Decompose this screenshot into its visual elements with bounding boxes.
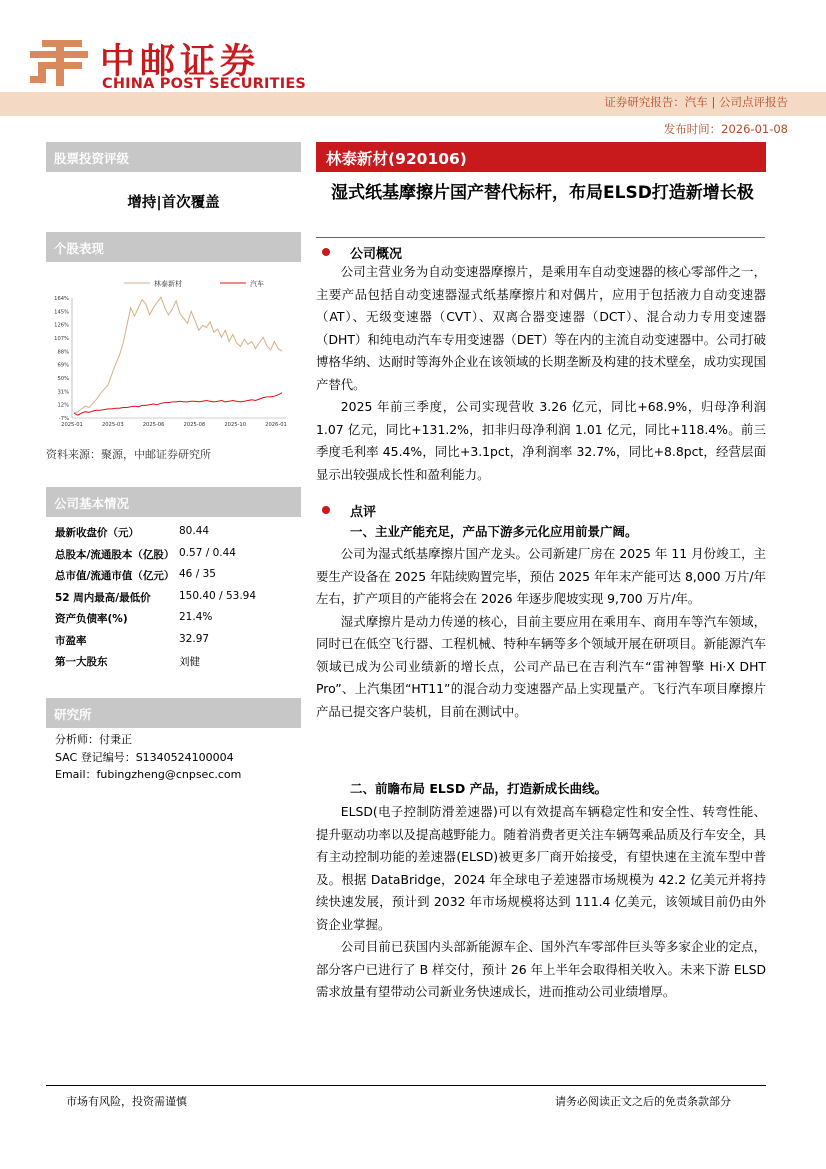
table-row [55, 587, 295, 609]
report-type: 证券研究报告：汽车 | 公司点评报告 [604, 95, 788, 109]
info-key: 第一大股东 [55, 656, 108, 668]
overview-text [316, 261, 766, 486]
info-value: 刘健 [179, 656, 200, 668]
info-value: 80.44 [179, 525, 210, 537]
info-key: 总股本/流通股本（亿股） [55, 548, 175, 561]
basic-info-section-header [46, 487, 301, 517]
info-key: 市盈率 [55, 634, 87, 647]
x-tick-label: 2025-03 [101, 422, 124, 428]
x-tick-label: 2025-01 [61, 422, 83, 428]
bullet-icon [322, 248, 330, 256]
bullet-icon [322, 506, 330, 514]
rating-section-header [46, 142, 301, 172]
rating-value: 增持|首次覆盖 [127, 195, 220, 211]
info-key: 最新收盘价（元） [55, 527, 139, 539]
y-tick-label: 12% [57, 402, 69, 409]
paragraph: ELSD(电子控制防滑差速器)可以有效提高车辆稳定性和安全性、转弯性能、提升驱动功率以及提高越野能力。随着消费者更关注车辆驾乘品质及行车安全，具有主动控制功能的差速器(ELSD)被更多厂商开始接受，有望快速在主流车型中普及。根据 DataBridge，2024 年全球电子差速器市场规模为 42.2 亿美元并将持续快速发展，预计到 2032 年市场规模将达到 111.4 亿美元，该领域目前仍由外资企业掌握。 [316, 804, 766, 932]
footer-risk-note: 市场有风险，投资需谨慎 [66, 1095, 187, 1108]
y-tick-label: 107% [54, 336, 69, 342]
legend-label: 林泰新材 [154, 280, 182, 288]
company-bar [316, 142, 766, 172]
info-value: 32.97 [179, 632, 210, 645]
legend-label: 汽车 [250, 280, 264, 288]
rating-section-title: 股票投资评级 [54, 151, 130, 166]
y-tick-label: 145% [54, 309, 69, 316]
research-section-header [46, 698, 301, 728]
table-row [55, 565, 295, 587]
info-value: 46 / 35 [179, 568, 216, 580]
info-key: 52 周内最高/最低价 [55, 591, 151, 604]
y-tick-label: 88% [57, 349, 69, 356]
x-tick-label: 2025-08 [183, 422, 206, 428]
section-company-overview [350, 243, 402, 262]
x-tick-label: 2026-01 [265, 422, 287, 428]
chart-source: 资料来源：聚源，中邮证券研究所 [46, 448, 211, 461]
title-divider [316, 237, 765, 238]
brand-name-en: CHINA POST SECURITIES [102, 76, 307, 92]
basic-info-table [55, 522, 295, 673]
section-review [350, 501, 376, 520]
x-tick-label: 2025-06 [142, 422, 165, 428]
footer-divider [46, 1085, 766, 1086]
analyst-info [55, 731, 241, 784]
china-post-logo-icon [28, 38, 90, 88]
table-row [55, 630, 295, 652]
y-tick-label: -7% [58, 416, 69, 422]
y-tick-label: 126% [54, 322, 69, 329]
y-tick-label: 69% [57, 362, 69, 369]
table-row [55, 651, 295, 673]
info-value: 21.4% [179, 611, 213, 623]
performance-section-title: 个股表现 [54, 241, 105, 256]
footer-disclaimer: 请务必阅读正文之后的免责条款部分 [555, 1095, 731, 1108]
paragraph: 公司为湿式纸基摩擦片国产龙头。公司新建厂房在 2025 年 11 月份竣工，主要生产设备在 2025 年陆续购置完毕，预估 2025 年年末产能可达 8,000 万片/年左右，扩产项目的产能将会在 2026 年逐步爬坡实现 9,700 万片/年。 [316, 546, 766, 606]
review-text-2 [316, 801, 766, 1004]
report-title: 湿式纸基摩擦片国产替代标杆，布局ELSD打造新增长极 [331, 183, 754, 203]
stock-performance-chart [46, 272, 301, 442]
paragraph: 湿式摩擦片是动力传递的核心，目前主要应用在乘用车、商用车等汽车领域，同时已在低空飞行器、工程机械、特种车辆等多个领域开展在研项目。新能源汽车领域已成为公司业绩新的增长点，公司产品已在吉利汽车“雷神智擎 Hi·X DHT Pro”、上汽集团“HT11”的混合动力变速器产品上实现量产。飞行汽车项目摩擦片产品已提交客户装机，目前在测试中。 [316, 613, 766, 719]
paragraph: 公司主营业务为自动变速器摩擦片，是乘用车自动变速器的核心零部件之一，主要产品包括自动变速器湿式纸基摩擦片和对偶片，应用于包括液力自动变速器（AT）、无级变速器（CVT）、双离合器变速器（DCT）、混合动力专用变速器（DHT）和纯电动汽车专用变速器（DET）等在内的主流自动变速器中。公司打破博格华纳、达耐时等海外企业在该领域的长期垄断及构建的技术壁垒，成功实现国产替代。 [316, 264, 766, 392]
series-line [74, 297, 282, 413]
subsection-2-title: 二、前瞻布局 ELSD 产品，打造新成长曲线。 [350, 781, 608, 796]
info-value: 0.57 / 0.44 [179, 546, 236, 559]
info-key: 资产负债率(%) [55, 613, 128, 625]
y-tick-label: 31% [57, 389, 69, 396]
y-tick-label: 164% [54, 296, 69, 302]
review-text-1 [316, 543, 766, 723]
company-name: 林泰新材(920106) [326, 150, 467, 168]
performance-section-header [46, 232, 301, 262]
publish-time: 发布时间：2026-01-08 [663, 122, 788, 136]
table-row [55, 544, 295, 566]
subsection-1-title: 一、主业产能充足，产品下游多元化应用前景广阔。 [350, 524, 638, 539]
analyst-name: 分析师：付秉正 [55, 733, 132, 746]
research-section-title: 研究所 [54, 707, 92, 722]
section-company-overview-title: 公司概况 [350, 247, 403, 262]
table-row [55, 522, 295, 544]
section-review-title: 点评 [350, 505, 377, 520]
analyst-email[interactable]: Email：fubingzheng@cnpsec.com [55, 768, 242, 781]
analyst-sac: SAC 登记编号：S1340524100004 [55, 750, 234, 764]
paragraph: 公司目前已获国内头部新能源车企、国外汽车零部件巨头等多家企业的定点，部分客户已进行了 B 样交付，预计 26 年上半年会取得相关收入。未来下游 ELSD 需求放量有望带动公司新业务快速成长，进而推动公司业绩增厚。 [316, 939, 766, 999]
x-tick-label: 2025-10 [224, 422, 247, 428]
brand-name-cn: 中邮证券 [100, 42, 261, 82]
info-value: 150.40 / 53.94 [179, 589, 257, 602]
paragraph: 2025 年前三季度，公司实现营收 3.26 亿元，同比+68.9%，归母净利润 1.07 亿元，同比+131.2%，扣非归母净利润 1.01 亿元，同比+118.4%。前三季度毛利率 45.4%，同比+3.1pct，净利润率 32.7%，同比+8.8pct，经营层面显示出较强成长性和盈利能力。 [316, 399, 766, 482]
table-row [55, 608, 295, 630]
series-line [74, 393, 282, 416]
info-key: 总市值/流通市值（亿元） [55, 570, 175, 582]
basic-info-section-title: 公司基本情况 [54, 496, 130, 511]
y-tick-label: 50% [57, 376, 69, 382]
